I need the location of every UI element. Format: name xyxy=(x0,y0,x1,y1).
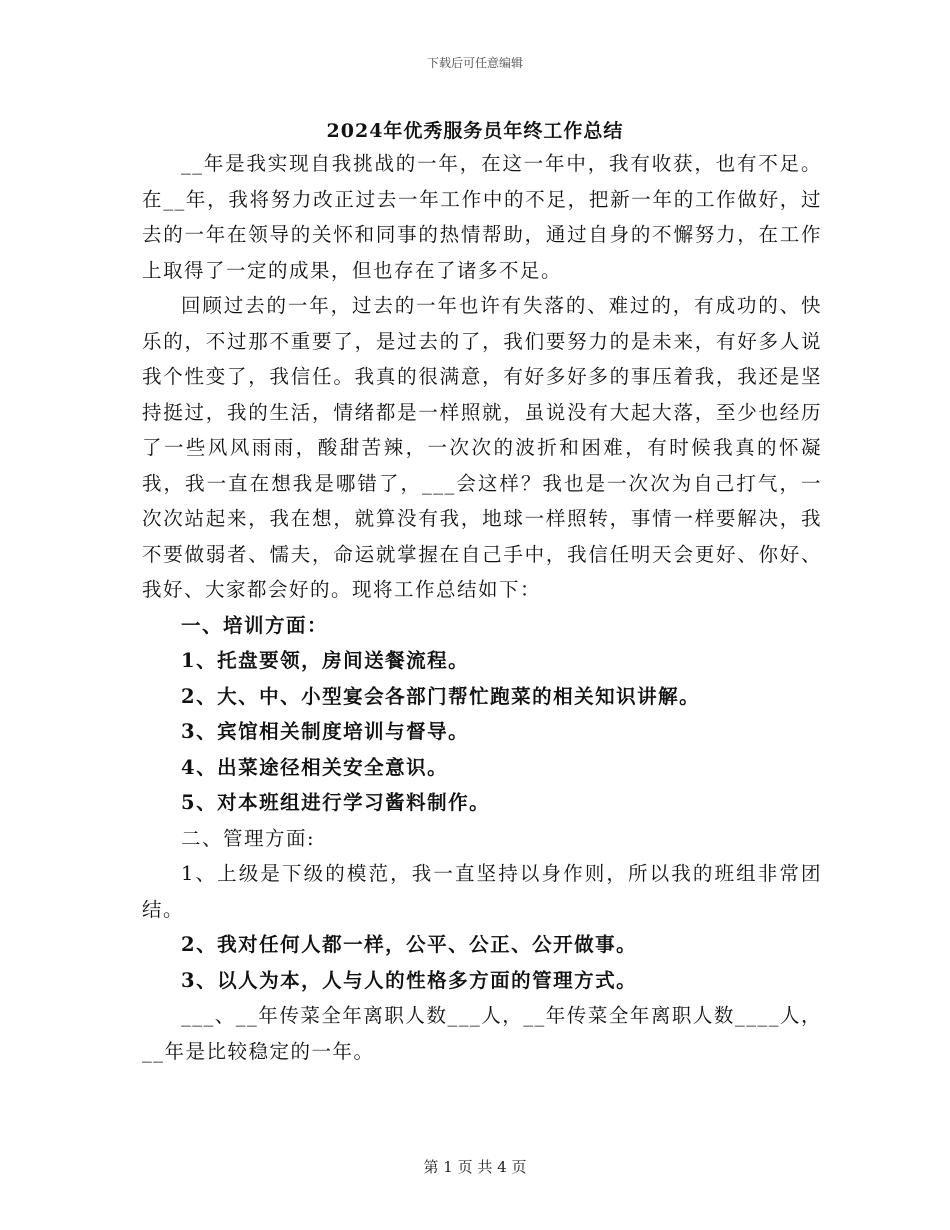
paragraph-review: 回顾过去的一年，过去的一年也许有失落的、难过的，有成功的、快乐的，不过那不重要了，是过去的了，我们要努力的是未来，有好多人说我个性变了，我信任。我真的很满意，有好多好多的事压着我，我还是坚持挺过，我的生活，情绪都是一样照就，虽说没有大起大落，至少也经历了一些风风雨雨，酸甜苦辣，一次次的波折和困难，有时候我真的怀凝我，我一直在想我是哪错了，___会这样？我也是一次次为自己打气，一次次站起来，我在想，就算没有我，地球一样照转，事情一样要解决，我不要做弱者、懦夫，命运就掌握在自己手中，我信任明天会更好、你好、我好、大家都会好的。现将工作总结如下： xyxy=(142,294,822,601)
list-item-training-1: 1、托盘要领，房间送餐流程。 xyxy=(181,649,470,672)
list-item-training-5: 5、对本班组进行学习酱料制作。 xyxy=(181,791,491,814)
paragraph-turnover: ___、__年传菜全年离职人数___人，__年传菜全年离职人数____人，__年是比较稳定的一年。 xyxy=(142,1004,822,1063)
document-body xyxy=(142,146,822,1069)
list-item-training-4: 4、出菜途径相关安全意识。 xyxy=(181,755,449,779)
list-item-management-3: 3、以人为本，人与人的性格多方面的管理方式。 xyxy=(181,968,638,992)
list-item-management-2: 2、我对任何人都一样，公平、公正、公开做事。 xyxy=(181,933,638,956)
heading-management: 二、管理方面: xyxy=(181,826,316,850)
page-number: 第 1 页 共 4 页 xyxy=(423,1158,527,1176)
list-item-training-3: 3、宾馆相关制度培训与督导。 xyxy=(181,720,470,743)
heading-training: 一、培训方面： xyxy=(181,613,329,637)
paragraph-intro: __年是我实现自我挑战的一年，在这一年中，我有收获，也有不足。在__年，我将努力改正过去一年工作中的不足，把新一年的工作做好，过去的一年在领导的关怀和同事的热情帮助，通过自身的不懈努力，在工作上取得了一定的成果，但也存在了诸多不足。 xyxy=(142,152,822,282)
document-title: 2024年优秀服务员年终工作总结 xyxy=(326,120,624,142)
page-header-note: 下载后可任意编辑 xyxy=(426,56,523,70)
list-item-management-1: 1、上级是下级的模范，我一直坚持以身作则，所以我的班组非常团结。 xyxy=(142,862,822,921)
list-item-training-2: 2、大、中、小型宴会各部门帮忙跑菜的相关知识讲解。 xyxy=(181,684,701,708)
